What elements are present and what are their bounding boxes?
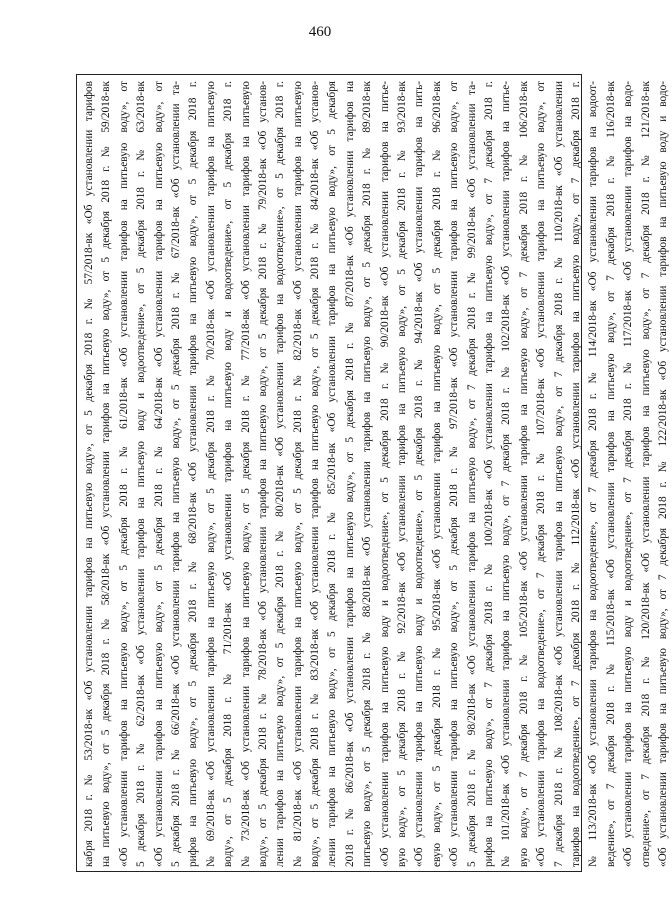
text-line: «Об установлении тарифов на питьевую воду», от 5 декабря 2018 г. № 97/2018-вк «Об установлении тарифов на питьевую воду», от <box>448 81 461 867</box>
text-line: вую воду», от 5 декабря 2018 г. № 92/2018-вк «Об установлении тарифов на питьевую воду», от 5 декабря 2018 г. № 93/2018-вк <box>396 81 409 867</box>
text-line: 2018 г. № 86/2018-вк «Об установлении тарифов на питьевую воду», от 5 декабря 2018 г. № 87/2018-вк «Об установлении тарифов на <box>343 81 356 867</box>
text-line: на питьевую воду», от 5 декабря 2018 г. № 58/2018-вк «Об установлении тарифов на питьевую воду», от 5 декабря 2018 г. № 59/2018-вк <box>100 81 113 867</box>
text-line: 5 декабря 2018 г. № 98/2018-вк «Об установлении тарифов на питьевую воду», от 7 декабря 2018 г. № 99/2018-вк «Об установлении та- <box>465 81 478 867</box>
text-line: кабря 2018 г. № 53/2018-вк «Об установлении тарифов на питьевую воду», от 5 декабря 2018 г. № 57/2018-вк «Об установлении тарифов <box>83 81 95 867</box>
text-line: воду», от 5 декабря 2018 г. № 71/2018-вк «Об установлении тарифов на питьевую воду и водоотведение», от 5 декабря 2018 г. <box>222 81 235 867</box>
text-line: рифов на питьевую воду», от 7 декабря 2018 г. № 100/2018-вк «Об установлении тарифов на питьевую воду», от 7 декабря 2018 г. <box>482 81 495 867</box>
text-line: отведение», от 7 декабря 2018 г. № 120/2018-вк «Об установлении тарифов на питьевую воду», от 7 декабря 2018 г. № 121/2018-вк <box>639 81 652 867</box>
text-line: ведение», от 7 декабря 2018 г. № 115/2018-вк «Об установлении тарифов на питьевую воду», от 7 декабря 2018 г. № 116/2018-вк <box>604 81 617 867</box>
page-number: 460 <box>308 24 332 40</box>
text-line: № 101/2018-вк «Об установлении тарифов на питьевую воду», от 7 декабря 2018 г. № 102/2018-вк «Об установлении тарифов на питье- <box>500 81 513 867</box>
text-line: воду», от 5 декабря 2018 г. № 83/2018-вк «Об установлении тарифов на питьевую воду», от 5 декабря 2018 г. № 84/2018-вк «Об установ- <box>309 81 322 867</box>
text-line: № 81/2018-вк «Об установлении тарифов на питьевую воду», от 5 декабря 2018 г. № 82/2018-вк «Об установлении тарифов на питьевую <box>291 81 304 867</box>
text-line: лении тарифов на питьевую воду», от 5 декабря 2018 г. № 80/2018-вк «Об установлении тарифов на водоотведение», от 5 декабря 2018 г. <box>274 81 287 867</box>
text-line: евую воду», от 5 декабря 2018 г. № 95/2018-вк «Об установлении тарифов на питьевую воду», от 5 декабря 2018 г. № 96/2018-вк <box>430 81 443 867</box>
text-line: «Об установлении тарифов на питьевую воду и водоотведение», от 5 декабря 2018 г. № 90/2018-вк «Об установлении тарифов на питье- <box>378 81 391 867</box>
text-line: «Об установлении тарифов на питьевую воду и водоотведение», от 7 декабря 2018 г. № 117/2018-вк «Об установлении тарифов на водо- <box>622 81 635 867</box>
text-line: 5 декабря 2018 г. № 66/2018-вк «Об установлении тарифов на питьевую воду», от 5 декабря 2018 г. № 67/2018-вк «Об установлении та- <box>169 81 182 867</box>
rotated-text-block <box>77 75 669 873</box>
text-line: рифов на питьевую воду», от 5 декабря 2018 г. № 68/2018-вк «Об установлении тарифов на питьевую воду», от 5 декабря 2018 г. <box>187 81 200 867</box>
text-line: 7 декабря 2018 г. № 108/2018-вк «Об установлении тарифов на питьевую воду», от 7 декабря 2018 г. № 110/2018-вк «Об установлении <box>552 81 565 867</box>
text-line: питьевую воду», от 5 декабря 2018 г. № 88/2018-вк «Об установлении тарифов на питьевую воду», от 5 декабря 2018 г. № 89/2018-вк <box>361 81 374 867</box>
text-line: воду», от 5 декабря 2018 г. № 78/2018-вк «Об установлении тарифов на питьевую воду», от 5 декабря 2018 г. № 79/2018-вк «Об установ- <box>256 81 269 867</box>
text-line: «Об установлении тарифов на питьевую воду», от 5 декабря 2018 г. № 61/2018-вк «Об установлении тарифов на питьевую воду», от <box>117 81 130 867</box>
text-line: «Об установлении тарифов на питьевую воду», от 7 декабря 2018 г. № 122/2018-вк «Об установлении тарифов на питьевую воду и водо- <box>656 81 669 867</box>
text-line: «Об установлении тарифов на питьевую воду и водоотведение», от 5 декабря 2018 г. № 94/2018-вк «Об установлении тарифов на пить- <box>413 81 426 867</box>
text-line: «Об установлении тарифов на водоотведение», от 7 декабря 2018 г. № 107/2018-вк «Об установлении тарифов на питьевую воду», от <box>535 81 548 867</box>
text-line: № 69/2018-вк «Об установлении тарифов на питьевую воду», от 5 декабря 2018 г. № 70/2018-вк «Об установлении тарифов на питьевую <box>204 81 217 867</box>
text-frame <box>76 74 669 872</box>
text-line: лении тарифов на питьевую воду», от 5 декабря 2018 г. № 85/2018-вк «Об установлении тарифов на питьевую воду», от 5 декабря <box>326 81 339 867</box>
text-line: «Об установлении тарифов на питьевую воду», от 5 декабря 2018 г. № 64/2018-вк «Об установлении тарифов на питьевую воду», от <box>152 81 165 867</box>
text-line: вую воду», от 7 декабря 2018 г. № 105/2018-вк «Об установлении тарифов на питьевую воду», от 7 декабря 2018 г. № 106/2018-вк <box>517 81 530 867</box>
text-line: тарифов на водоотведение», от 7 декабря 2018 г. № 112/2018-вк «Об установлении тарифов на питьевую воду», от 7 декабря 2018 г. <box>569 81 582 867</box>
text-line: № 73/2018-вк «Об установлении тарифов на питьевую воду», от 5 декабря 2018 г. № 77/2018-вк «Об установлении тарифов на питьевую <box>239 81 252 867</box>
text-line: 5 декабря 2018 г. № 62/2018-вк «Об установлении тарифов на питьевую воду и водоотведение», от 5 декабря 2018 г. № 63/2018-вк <box>135 81 148 867</box>
text-line: № 113/2018-вк «Об установлении тарифов на водоотведение», от 7 декабря 2018 г. № 114/2018-вк «Об установлении тарифов на водоот- <box>587 81 600 867</box>
